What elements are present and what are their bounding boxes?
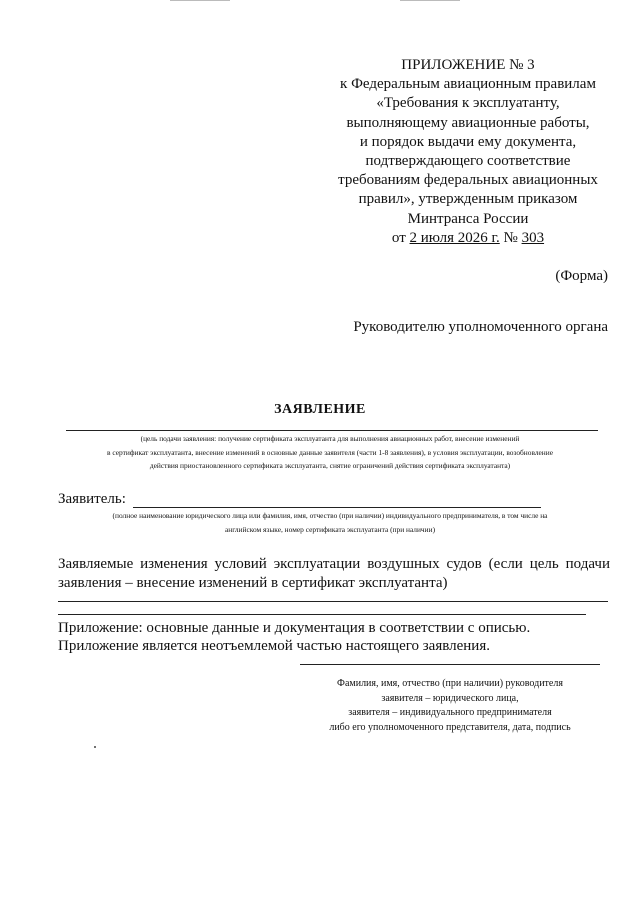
appendix-header xyxy=(318,56,618,248)
appendix-line: подтверждающего соответствие xyxy=(365,153,571,170)
attachment-text xyxy=(58,619,618,655)
appendix-line: требованиям федеральных авиационных xyxy=(338,172,598,189)
signature-note xyxy=(300,677,600,735)
changes-fill-line-1[interactable] xyxy=(58,601,608,602)
signature-note-line: заявителя – индивидуального предпринимателя xyxy=(348,707,552,718)
document-title: ЗАЯВЛЕНИЕ xyxy=(274,402,366,417)
addressee: Руководителю уполномоченного органа xyxy=(353,319,608,335)
signature-fill-line[interactable] xyxy=(300,664,600,665)
purpose-note-line: (цель подачи заявления: получение сертификата эксплуатанта для выполнения авиационных работ, внесение изменений xyxy=(140,434,520,443)
changes-fill-line-2[interactable] xyxy=(58,614,586,615)
signature-note-line: либо его уполномоченного представителя, дата, подпись xyxy=(329,721,571,733)
purpose-note-line: действия приостановленного сертификата эксплуатанта, снятие ограничений действия сертификата эксплуатанта) xyxy=(149,461,511,470)
applicant-label: Заявитель: xyxy=(58,491,126,507)
appendix-line: к Федеральным авиационным правилам xyxy=(340,76,596,93)
attachment-line: Приложение является неотъемлемой частью настоящего заявления. xyxy=(58,638,490,654)
signature-note-line: Фамилия, имя, отчество (при наличии) руководителя xyxy=(337,678,563,689)
appendix-line: ПРИЛОЖЕНИЕ № 3 xyxy=(401,57,535,73)
applicant-fill-line[interactable] xyxy=(133,507,541,508)
purpose-note xyxy=(60,432,600,473)
applicant-note-line: английском языке, номер сертификата эксплуатанта (при наличии) xyxy=(224,524,436,534)
order-number: 303 xyxy=(521,229,545,246)
signature-note-line: заявителя – юридического лица, xyxy=(381,692,519,704)
purpose-fill-line[interactable] xyxy=(66,430,598,431)
form-label: (Форма) xyxy=(555,268,608,284)
order-date: 2 июля 2026 г. xyxy=(409,229,500,246)
appendix-line: «Требования к эксплуатанту, xyxy=(376,95,560,112)
date-prefix: от xyxy=(391,229,410,246)
changes-text: Заявляемые изменения условий эксплуатации воздушных судов (если цель подачи заявления – внесение изменений в сертификат эксплуатанта) xyxy=(58,556,610,591)
attachment-line: Приложение: основные данные и документация в соответствии с описью. xyxy=(58,620,531,636)
appendix-line: правил», утвержденным приказом xyxy=(358,191,578,208)
number-prefix: № xyxy=(499,229,522,246)
purpose-note-line: в сертификат эксплуатанта, внесение изменений в основные данные заявителя (части 1-8 заявления), в условия эксплуатации, возобновление xyxy=(107,447,553,457)
appendix-line: и порядок выдачи ему документа, xyxy=(359,133,577,150)
applicant-note xyxy=(60,509,600,536)
scan-edge-mark xyxy=(400,0,460,1)
appendix-line: Минтранса России xyxy=(407,210,529,227)
scan-speck xyxy=(94,746,96,748)
scan-edge-mark xyxy=(170,0,230,1)
appendix-line: выполняющему авиационные работы, xyxy=(346,114,590,131)
order-date-line xyxy=(318,229,618,248)
applicant-note-line: (полное наименование юридического лица или фамилия, имя, отчество (при наличии) индивидуального предпринимателя, в том числе на xyxy=(112,511,548,520)
